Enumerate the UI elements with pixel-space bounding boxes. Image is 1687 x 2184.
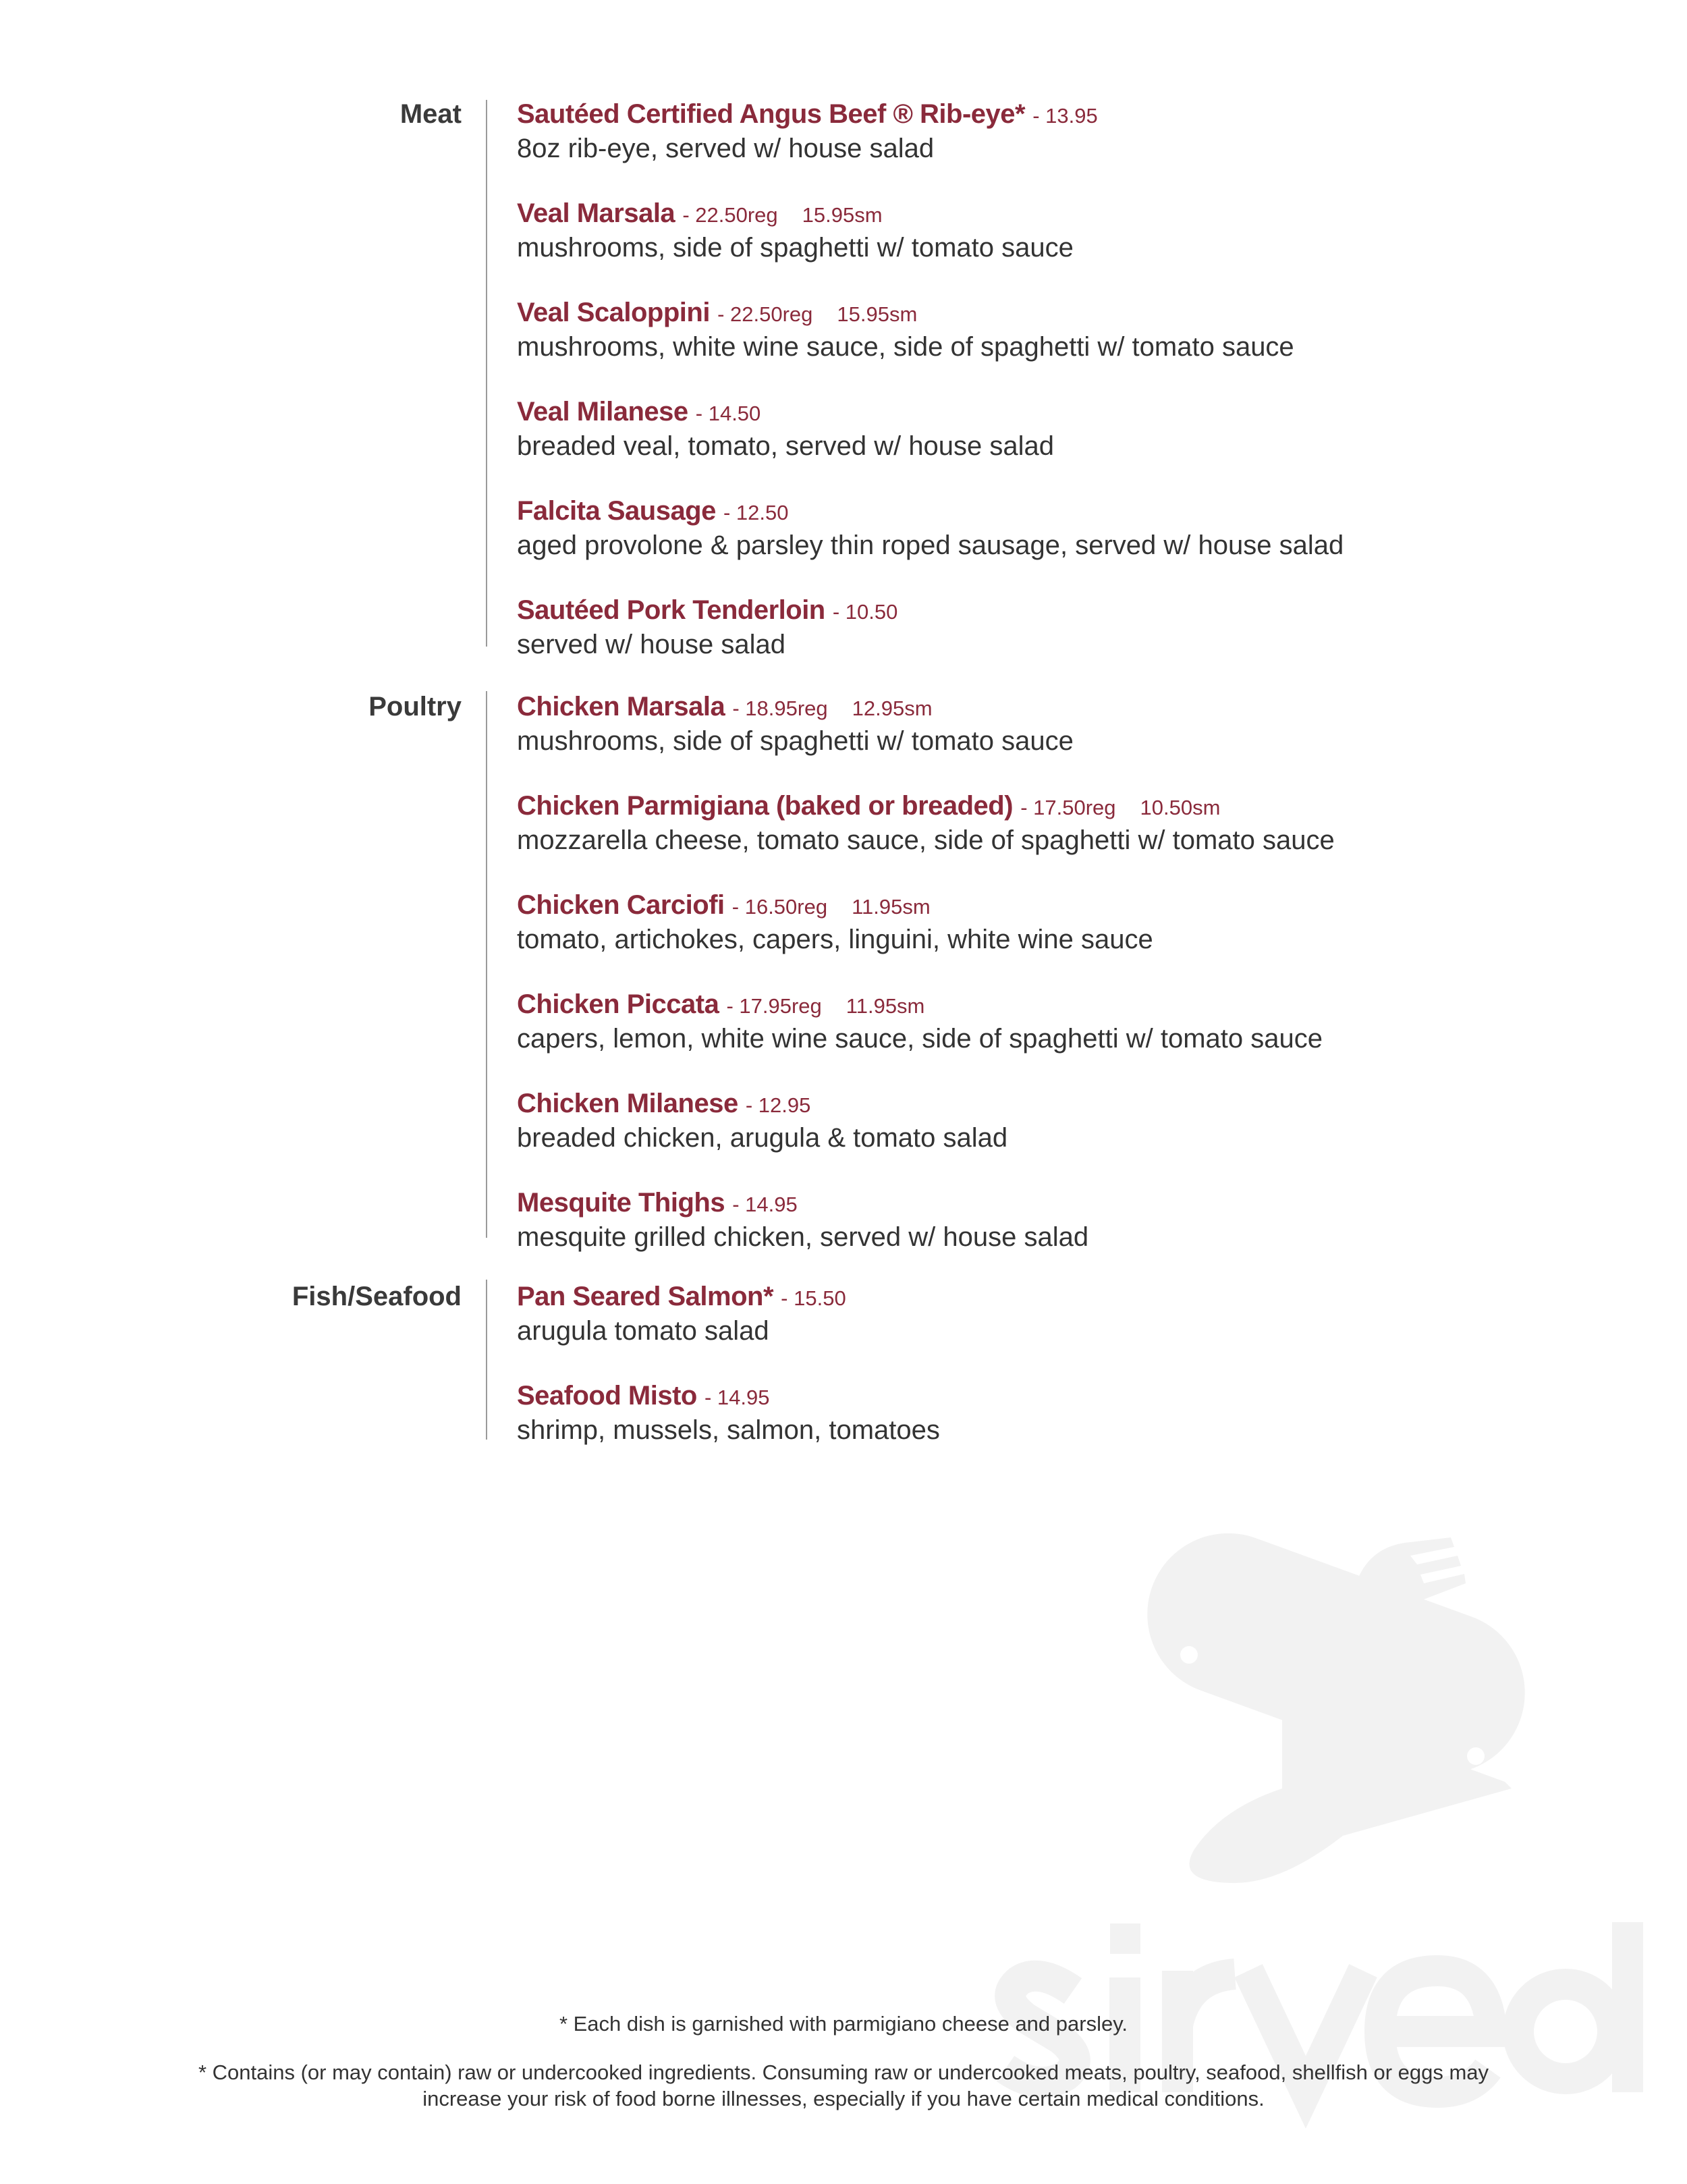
item-list: [517, 98, 1344, 693]
menu-item: [517, 296, 1344, 361]
item-price: - 18.95reg: [732, 697, 828, 720]
item-name: Chicken Milanese: [517, 1089, 738, 1118]
item-price: - 10.50: [832, 600, 898, 624]
item-list: [517, 1280, 940, 1479]
item-description: mushrooms, side of spaghetti w/ tomato sauce: [517, 726, 1074, 756]
item-price-small: 15.95sm: [837, 302, 918, 326]
item-price: - 17.95reg: [726, 994, 822, 1018]
item-description: tomato, artichokes, capers, linguini, white wine sauce: [517, 925, 1153, 954]
item-name: Sautéed Pork Tenderloin: [517, 595, 825, 625]
item-description: mushrooms, white wine sauce, side of spaghetti w/ tomato sauce: [517, 332, 1294, 362]
item-price: - 17.50reg: [1020, 796, 1116, 819]
category-heading: Poultry: [368, 692, 462, 721]
raw-food-warning-line-1: * Contains (or may contain) raw or undercooked ingredients. Consuming raw or undercooked meats, poultry, seafood, shellfish or eggs may: [198, 2060, 1489, 2084]
item-description: mesquite grilled chicken, served w/ house salad: [517, 1222, 1089, 1252]
menu-item: [517, 594, 1344, 659]
item-description: aged provolone & parsley thin roped sausage, served w/ house salad: [517, 530, 1344, 560]
menu-item: [517, 988, 1335, 1053]
item-description: arugula tomato salad: [517, 1316, 769, 1346]
item-description: breaded chicken, arugula & tomato salad: [517, 1123, 1008, 1153]
item-price-small: 11.95sm: [852, 895, 931, 919]
menu-item: [517, 889, 1335, 954]
item-description: capers, lemon, white wine sauce, side of spaghetti w/ tomato sauce: [517, 1024, 1323, 1054]
item-price-small: 15.95sm: [802, 203, 883, 227]
item-price-small: 10.50sm: [1140, 796, 1221, 819]
item-price-small: 12.95sm: [852, 697, 933, 720]
section-divider: [486, 1280, 487, 1440]
item-name: Veal Scaloppini: [517, 298, 710, 327]
item-price: - 12.95: [745, 1093, 811, 1117]
raw-food-warning-line-2: increase your risk of food borne illnesses, especially if you have certain medical conditions.: [422, 2087, 1265, 2110]
item-name: Chicken Piccata: [517, 989, 719, 1019]
category-heading: Fish/Seafood: [292, 1282, 462, 1311]
item-description: served w/ house salad: [517, 630, 786, 659]
menu-item: [517, 1087, 1335, 1152]
menu-item: [517, 1380, 940, 1444]
item-price: - 13.95: [1032, 104, 1098, 128]
item-name: Falcita Sausage: [517, 496, 716, 526]
item-price: - 16.50reg: [731, 895, 828, 919]
garnish-note: * Each dish is garnished with parmigiano cheese and parsley.: [559, 2012, 1128, 2036]
item-name: Sautéed Certified Angus Beef ® Rib-eye*: [517, 99, 1026, 129]
menu-item: [517, 1186, 1335, 1251]
section-divider: [486, 100, 487, 647]
item-name: Veal Marsala: [517, 198, 675, 228]
menu-item: [517, 98, 1344, 163]
item-price: - 15.50: [781, 1286, 846, 1310]
item-price: - 22.50reg: [717, 302, 813, 326]
menu-item: [517, 197, 1344, 262]
item-name: Chicken Marsala: [517, 692, 725, 721]
item-name: Chicken Parmigiana (baked or breaded): [517, 791, 1014, 821]
item-price-small: 11.95sm: [846, 994, 925, 1018]
menu-item: [517, 790, 1335, 854]
item-name: Chicken Carciofi: [517, 890, 725, 920]
item-description: mozzarella cheese, tomato sauce, side of spaghetti w/ tomato sauce: [517, 825, 1335, 855]
item-price: - 12.50: [723, 501, 789, 524]
item-price: - 14.50: [695, 402, 761, 425]
item-price: - 14.95: [732, 1193, 798, 1216]
menu-item: [517, 395, 1344, 460]
item-list: [517, 690, 1335, 1286]
item-description: shrimp, mussels, salmon, tomatoes: [517, 1415, 940, 1445]
item-description: mushrooms, side of spaghetti w/ tomato sauce: [517, 233, 1074, 263]
utensil-knife-icon: [1124, 1510, 1547, 1883]
item-description: breaded veal, tomato, served w/ house salad: [517, 431, 1055, 461]
category-heading: Meat: [399, 99, 462, 129]
section-divider: [486, 691, 487, 1238]
item-name: Mesquite Thighs: [517, 1188, 725, 1218]
item-name: Pan Seared Salmon*: [517, 1282, 774, 1311]
menu-item: [517, 690, 1335, 755]
item-price: - 22.50reg: [682, 203, 778, 227]
item-description: 8oz rib-eye, served w/ house salad: [517, 134, 935, 163]
menu-item: [517, 1280, 940, 1345]
item-name: Veal Milanese: [517, 397, 688, 427]
menu-item: [517, 495, 1344, 559]
item-price: - 14.95: [704, 1386, 770, 1409]
item-name: Seafood Misto: [517, 1381, 697, 1411]
